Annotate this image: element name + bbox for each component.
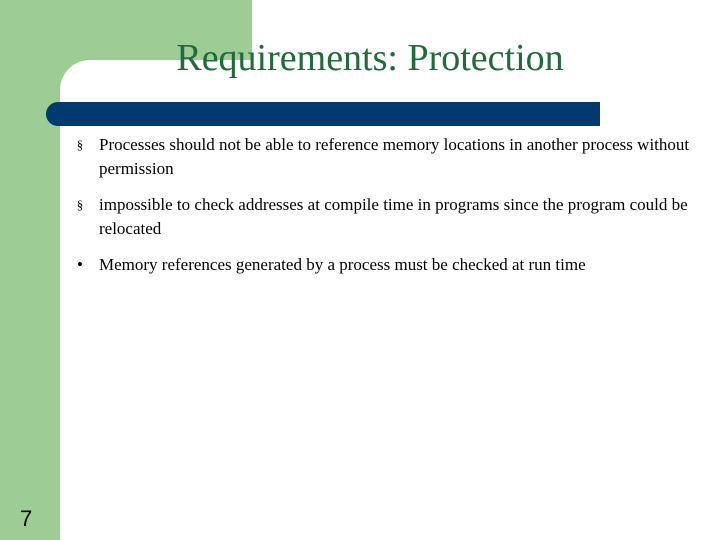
dot-bullet-icon: • — [77, 255, 83, 274]
slide-number: 7 — [20, 506, 33, 531]
bullet-text: impossible to check addresses at compile time in programs since the program could be relocated — [99, 195, 688, 238]
section-bullet-icon: § — [76, 137, 84, 152]
bullet-item — [70, 133, 690, 181]
title-underline-bar — [46, 102, 600, 126]
content-panel — [60, 60, 720, 540]
section-bullet-icon: § — [76, 197, 84, 212]
bullet-text: Memory references generated by a process must be checked at run time — [99, 255, 586, 274]
bullet-item — [70, 253, 690, 277]
slide-title: Requirements: Protection — [176, 37, 564, 79]
bullet-item — [70, 193, 690, 241]
bullet-text: Processes should not be able to reference memory locations in another process without permission — [99, 135, 690, 178]
bullet-list — [70, 133, 690, 289]
